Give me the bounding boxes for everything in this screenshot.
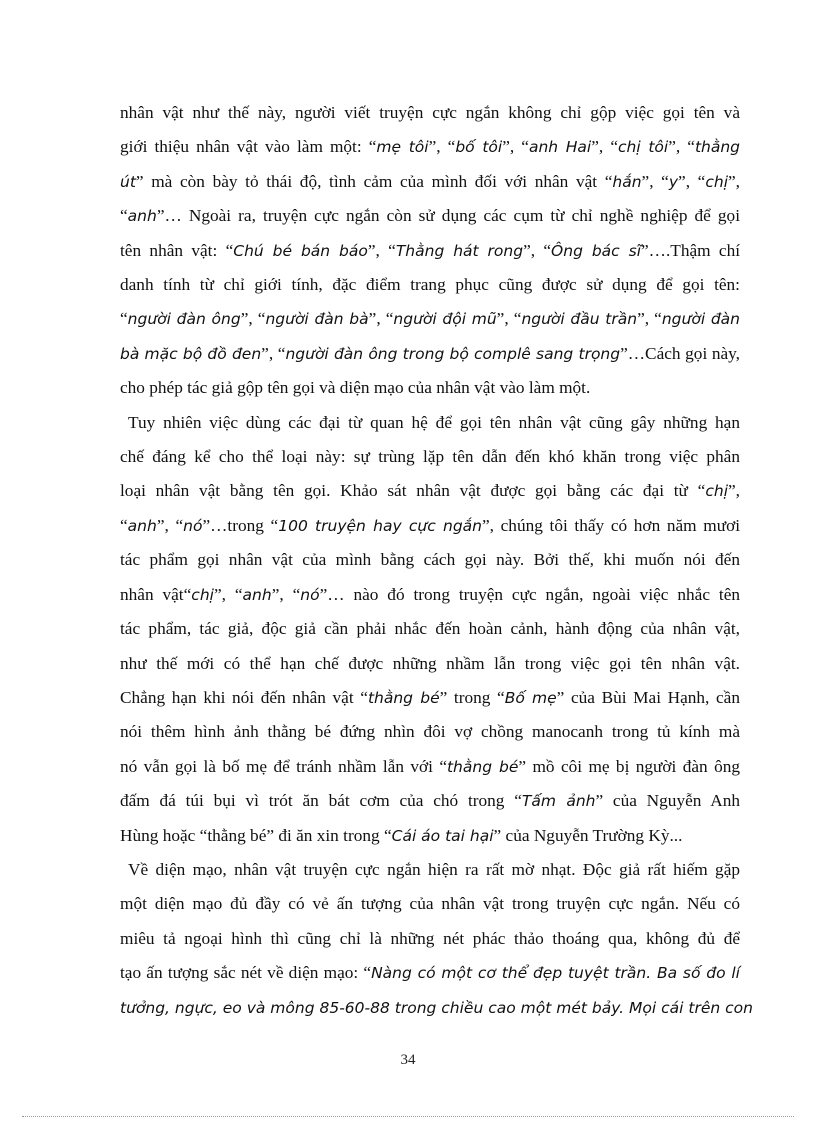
italic-run: Tấm ảnh xyxy=(521,792,596,811)
text-run: ”….Thậm chí xyxy=(641,240,741,260)
text-run: Hùng hoặc “thằng bé” đi ăn xin trong “ xyxy=(120,825,392,845)
text-run: ”…Cách gọi này, xyxy=(620,343,741,363)
text-line xyxy=(120,922,740,956)
text-run: ”, “ xyxy=(641,171,669,191)
text-run: ”, “ xyxy=(271,584,301,604)
italic-run: thằng bé xyxy=(367,688,440,707)
text-line xyxy=(120,440,740,474)
italic-run: Ông bác sĩ xyxy=(551,241,641,260)
italic-run: chị xyxy=(705,172,729,191)
italic-run: anh xyxy=(242,585,272,604)
text-run: ”, “ xyxy=(240,309,266,329)
italic-run: thằng bé xyxy=(446,757,519,776)
text-run: tạo ấn tượng sắc nét về diện mạo: “ xyxy=(120,963,372,983)
text-run: giới thiệu nhân vật vào làm một: “ xyxy=(120,137,377,157)
text-run: ” mồ côi mẹ bị người đàn ông xyxy=(518,756,740,776)
text-line xyxy=(120,509,740,543)
text-run: ” của Nguyễn Anh xyxy=(595,791,740,811)
text-line xyxy=(120,371,740,405)
italic-run: Nàng có một cơ thể đẹp tuyệt trần. Ba số đo lí xyxy=(371,964,740,983)
text-run: “ xyxy=(120,309,128,329)
text-run: ”, chúng tôi thấy có hơn năm mươi xyxy=(482,515,741,535)
text-line xyxy=(120,96,740,130)
italic-run: nó xyxy=(183,516,203,535)
italic-run: anh Hai xyxy=(528,138,592,157)
text-run: ” trong “ xyxy=(439,687,505,707)
text-run: như thế mới có thể hạn chế được những nhầm lẫn trong việc gọi tên nhân vật. xyxy=(120,653,740,673)
text-line xyxy=(120,784,740,818)
text-run: miêu tả ngoại hình thì cũng chỉ là những nét phác thảo thoáng qua, không đủ để xyxy=(120,928,740,948)
text-run: Chẳng hạn khi nói đến nhân vật “ xyxy=(120,687,368,707)
text-line xyxy=(120,819,740,853)
italic-run: út xyxy=(120,172,136,191)
text-line xyxy=(120,991,753,1025)
text-run: ”, “ xyxy=(496,309,522,329)
text-run: ”, xyxy=(728,481,740,501)
text-run: ”… Ngoài ra, truyện cực ngắn còn sử dụng các cụm từ chỉ nghề nghiệp để gọi xyxy=(156,206,740,226)
text-line xyxy=(120,199,740,233)
text-line xyxy=(120,715,740,749)
italic-run: chị xyxy=(705,482,728,501)
page-number: 34 xyxy=(400,1052,416,1068)
text-line xyxy=(120,165,740,199)
text-run: ” của Bùi Mai Hạnh, cần xyxy=(556,687,740,707)
text-run: ”, xyxy=(728,171,741,191)
text-run: ” của Nguyễn Trường Kỳ... xyxy=(493,825,683,845)
text-line xyxy=(120,681,740,715)
text-line xyxy=(120,956,740,990)
text-run: ”, “ xyxy=(637,309,662,329)
italic-run: hắn xyxy=(612,172,642,191)
text-line xyxy=(120,887,740,921)
text-line xyxy=(120,302,740,336)
italic-run: anh xyxy=(127,207,157,226)
text-run: tên nhân vật: “ xyxy=(120,240,234,260)
text-run: danh tính từ chỉ giới tính, đặc điểm trang phục cũng được sử dụng để gọi tên: xyxy=(120,275,740,295)
text-run: “ xyxy=(120,206,128,226)
italic-run: anh xyxy=(127,516,157,535)
text-run: “ xyxy=(120,515,128,535)
text-run: ”, “ xyxy=(367,240,396,260)
text-run: chế đáng kể cho thể loại này: sự trùng lặp tên dẫn đến khó khăn trong việc phân xyxy=(120,447,740,467)
text-run: nó vẫn gọi là bố mẹ để tránh nhầm lẫn với “ xyxy=(120,756,447,776)
italic-run: Thằng hát rong xyxy=(395,241,524,260)
text-line xyxy=(120,578,740,612)
footer-dotted-rule xyxy=(22,1116,794,1117)
text-line xyxy=(120,647,740,681)
italic-run: tưởng, ngực, eo và mông 85-60-88 trong chiều cao một mét bảy. Mọi cái trên con xyxy=(120,998,753,1017)
text-line xyxy=(120,612,740,646)
italic-run: mẹ tôi xyxy=(376,138,429,157)
italic-run: người đội mũ xyxy=(393,310,497,329)
text-run: loại nhân vật bằng tên gọi. Khảo sát nhân vật được gọi bằng các đại từ “ xyxy=(120,481,706,501)
text-line xyxy=(120,234,740,268)
text-run: ”, “ xyxy=(523,240,552,260)
text-run: một diện mạo đủ đầy có vẻ ấn tượng của nhân vật trong truyện cực ngắn. Nếu có xyxy=(120,894,740,914)
text-run: ”, “ xyxy=(591,137,618,157)
italic-run: người đàn bà xyxy=(265,310,369,329)
text-line xyxy=(120,474,740,508)
italic-run: người đàn xyxy=(661,310,740,329)
italic-run: người đầu trần xyxy=(521,310,638,329)
text-run: ”, “ xyxy=(213,584,243,604)
italic-run: Bố mẹ xyxy=(504,688,557,707)
italic-run: người đàn ông trong bộ complê sang trọng xyxy=(285,344,621,363)
italic-run: thằng xyxy=(694,138,741,157)
text-line xyxy=(120,543,740,577)
text-run: ”, “ xyxy=(156,515,184,535)
italic-run: 100 truyện hay cực ngắn xyxy=(278,516,482,535)
text-run: ”, “ xyxy=(668,137,695,157)
italic-run: Cái áo tai hại xyxy=(391,826,494,845)
paragraph-start-line xyxy=(120,406,740,440)
text-line xyxy=(120,130,740,164)
text-run: cho phép tác giả gộp tên gọi và diện mạo của nhân vật vào làm một. xyxy=(120,378,591,398)
text-line xyxy=(120,337,740,371)
italic-run: bố tôi xyxy=(455,138,503,157)
text-run: ”, “ xyxy=(502,137,529,157)
text-run: ”, “ xyxy=(261,343,286,363)
text-run: Tuy nhiên việc dùng các đại từ quan hệ để gọi tên nhân vật cũng gây những hạn xyxy=(128,412,740,432)
body-text xyxy=(120,96,753,1025)
italic-run: Chú bé bán báo xyxy=(233,241,368,260)
text-run: ”, “ xyxy=(368,309,394,329)
text-run: tác phẩm, tác giả, độc giả cần phải nhắc đến hoàn cảnh, hành động của nhân vật, xyxy=(120,619,740,639)
text-line xyxy=(120,268,740,302)
text-run: ” mà còn bày tỏ thái độ, tình cảm của mình đối với nhân vật “ xyxy=(135,171,613,191)
text-run: ”…trong “ xyxy=(202,515,279,535)
italic-run: bà mặc bộ đồ đen xyxy=(120,344,262,363)
paragraph-start-line xyxy=(120,853,740,887)
text-run: ”, “ xyxy=(678,171,706,191)
italic-run: nó xyxy=(300,585,320,604)
italic-run: người đàn ông xyxy=(127,310,241,329)
text-run: nhân vật“ xyxy=(120,584,192,604)
italic-run: chị tôi xyxy=(618,138,669,157)
italic-run: chị xyxy=(191,585,214,604)
text-run: ”… nào đó trong truyện cực ngắn, ngoài việc nhắc tên xyxy=(319,584,741,604)
text-run: đấm đá túi bụi vì trót ăn bát cơm của chó trong “ xyxy=(120,791,522,811)
italic-run: y xyxy=(668,172,679,191)
text-line xyxy=(120,750,740,784)
text-run: ”, “ xyxy=(428,137,456,157)
text-run: nhân vật như thế này, người viết truyện cực ngắn không chỉ gộp việc gọi tên và xyxy=(120,103,740,122)
text-run: nói thêm hình ảnh thằng bé đứng nhìn đôi vợ chồng manocanh trong tủ kính mà xyxy=(120,722,740,742)
text-run: Về diện mạo, nhân vật truyện cực ngắn hiện ra rất mờ nhạt. Độc giả rất hiếm gặp xyxy=(128,859,740,879)
text-run: tác phẩm gọi nhân vật của mình bằng cách gọi này. Bởi thế, khi muốn nói đến xyxy=(120,550,740,570)
